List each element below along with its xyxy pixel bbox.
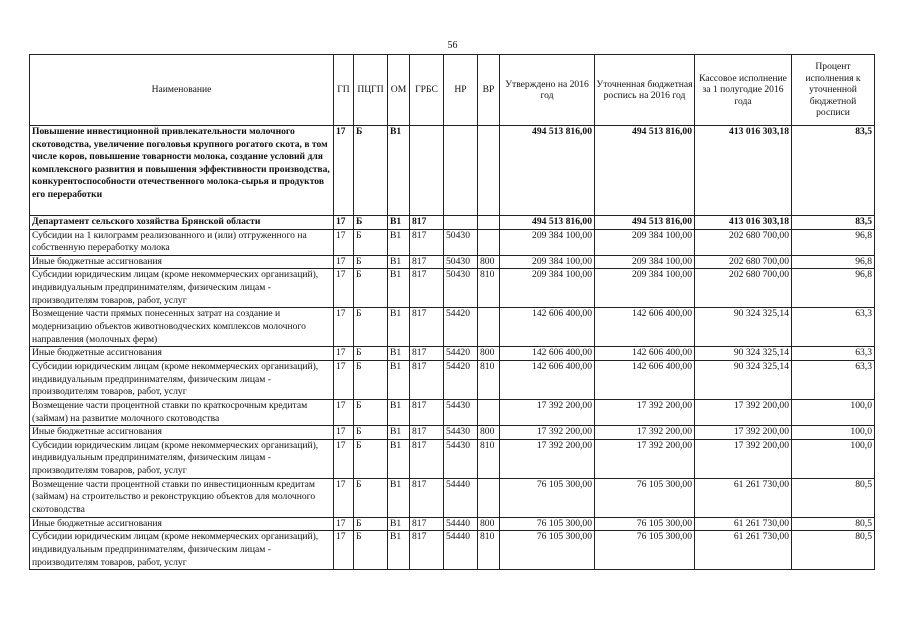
table-body xyxy=(30,126,875,570)
cell-vr: 800 xyxy=(478,255,500,269)
cell-gp: 17 xyxy=(334,229,354,255)
table-row xyxy=(30,426,875,440)
cell-nr: 50430 xyxy=(444,269,478,308)
table-row xyxy=(30,517,875,531)
cell-cash: 413 016 303,18 xyxy=(695,126,792,216)
cell-refined: 209 384 100,00 xyxy=(595,255,695,269)
cell-pcgp: Б xyxy=(354,308,388,347)
cell-percent: 83,5 xyxy=(792,216,875,230)
cell-percent: 96,8 xyxy=(792,229,875,255)
cell-gp: 17 xyxy=(334,399,354,425)
cell-grbs xyxy=(410,126,444,216)
cell-percent: 83,5 xyxy=(792,126,875,216)
cell-cash: 61 261 730,00 xyxy=(695,478,792,517)
cell-cash: 202 680 700,00 xyxy=(695,269,792,308)
column-header-name: Наименование xyxy=(30,55,334,126)
cell-approved: 17 392 200,00 xyxy=(500,439,595,478)
cell-refined: 76 105 300,00 xyxy=(595,517,695,531)
cell-vr: 800 xyxy=(478,426,500,440)
cell-name: Субсидии юридическим лицам (кроме некоммерческих организаций), индивидуальным предпринимателям, физическим лицам - производителям товаров, работ, услуг xyxy=(30,439,334,478)
column-header-percent: Процент исполнения к уточненной бюджетной росписи xyxy=(792,55,875,126)
column-header-grbs: ГРБС xyxy=(410,55,444,126)
cell-gp: 17 xyxy=(334,126,354,216)
cell-nr: 54440 xyxy=(444,478,478,517)
cell-cash: 61 261 730,00 xyxy=(695,531,792,570)
cell-vr: 800 xyxy=(478,347,500,361)
cell-refined: 142 606 400,00 xyxy=(595,360,695,399)
column-header-vr: ВР xyxy=(478,55,500,126)
cell-grbs: 817 xyxy=(410,360,444,399)
cell-refined: 76 105 300,00 xyxy=(595,531,695,570)
cell-gp: 17 xyxy=(334,360,354,399)
cell-approved: 494 513 816,00 xyxy=(500,216,595,230)
table-row xyxy=(30,229,875,255)
cell-name: Возмещение части прямых понесенных затрат на создание и модернизацию объектов животноводческих комплексов молочного направления (молочных ферм) xyxy=(30,308,334,347)
cell-gp: 17 xyxy=(334,478,354,517)
cell-percent: 96,8 xyxy=(792,269,875,308)
cell-pcgp: Б xyxy=(354,360,388,399)
cell-vr xyxy=(478,216,500,230)
cell-gp: 17 xyxy=(334,531,354,570)
cell-gp: 17 xyxy=(334,255,354,269)
cell-pcgp: Б xyxy=(354,531,388,570)
column-header-om: ОМ xyxy=(388,55,410,126)
cell-approved: 209 384 100,00 xyxy=(500,269,595,308)
column-header-approved: Утверждено на 2016 год xyxy=(500,55,595,126)
page-number: 56 xyxy=(447,40,458,51)
cell-grbs: 817 xyxy=(410,216,444,230)
cell-pcgp: Б xyxy=(354,439,388,478)
cell-grbs: 817 xyxy=(410,229,444,255)
cell-gp: 17 xyxy=(334,308,354,347)
cell-approved: 76 105 300,00 xyxy=(500,531,595,570)
cell-pcgp: Б xyxy=(354,517,388,531)
cell-pcgp: Б xyxy=(354,229,388,255)
cell-nr: 50430 xyxy=(444,229,478,255)
cell-refined: 17 392 200,00 xyxy=(595,426,695,440)
cell-refined: 494 513 816,00 xyxy=(595,216,695,230)
cell-approved: 142 606 400,00 xyxy=(500,360,595,399)
cell-pcgp: Б xyxy=(354,126,388,216)
cell-vr: 810 xyxy=(478,531,500,570)
cell-percent: 100,0 xyxy=(792,439,875,478)
cell-cash: 202 680 700,00 xyxy=(695,255,792,269)
table-row xyxy=(30,269,875,308)
cell-pcgp: Б xyxy=(354,269,388,308)
cell-percent: 63,3 xyxy=(792,347,875,361)
cell-pcgp: Б xyxy=(354,426,388,440)
cell-cash: 202 680 700,00 xyxy=(695,229,792,255)
cell-refined: 494 513 816,00 xyxy=(595,126,695,216)
cell-name: Субсидии юридическим лицам (кроме некоммерческих организаций), индивидуальным предпринимателям, физическим лицам - производителям товаров, работ, услуг xyxy=(30,531,334,570)
cell-pcgp: Б xyxy=(354,255,388,269)
table-row xyxy=(30,439,875,478)
cell-nr: 54430 xyxy=(444,426,478,440)
column-header-gp: ГП xyxy=(334,55,354,126)
table-row xyxy=(30,255,875,269)
cell-approved: 209 384 100,00 xyxy=(500,229,595,255)
cell-refined: 209 384 100,00 xyxy=(595,229,695,255)
table-header-row xyxy=(30,55,875,126)
cell-approved: 17 392 200,00 xyxy=(500,426,595,440)
cell-nr: 54420 xyxy=(444,308,478,347)
table-row xyxy=(30,531,875,570)
cell-nr: 50430 xyxy=(444,255,478,269)
cell-percent: 80,5 xyxy=(792,478,875,517)
cell-vr xyxy=(478,229,500,255)
cell-refined: 76 105 300,00 xyxy=(595,478,695,517)
cell-percent: 100,0 xyxy=(792,426,875,440)
cell-name: Возмещение части процентной ставки по инвестиционным кредитам (займам) на строительство и реконструкцию объектов для молочного скотоводства xyxy=(30,478,334,517)
cell-om: В1 xyxy=(388,426,410,440)
cell-name: Департамент сельского хозяйства Брянской области xyxy=(30,216,334,230)
cell-om: В1 xyxy=(388,255,410,269)
cell-cash: 17 392 200,00 xyxy=(695,439,792,478)
table-row xyxy=(30,360,875,399)
cell-nr: 54420 xyxy=(444,360,478,399)
cell-vr xyxy=(478,126,500,216)
cell-name: Субсидии на 1 килограмм реализованного и (или) отгруженного на собственную переработку молока xyxy=(30,229,334,255)
cell-om: В1 xyxy=(388,347,410,361)
cell-name: Субсидии юридическим лицам (кроме некоммерческих организаций), индивидуальным предпринимателям, физическим лицам - производителям товаров, работ, услуг xyxy=(30,269,334,308)
cell-cash: 413 016 303,18 xyxy=(695,216,792,230)
cell-grbs: 817 xyxy=(410,255,444,269)
cell-vr xyxy=(478,308,500,347)
column-header-refined: Уточненная бюджетная роспись на 2016 год xyxy=(595,55,695,126)
cell-vr xyxy=(478,399,500,425)
cell-om: В1 xyxy=(388,439,410,478)
cell-name: Иные бюджетные ассигнования xyxy=(30,347,334,361)
cell-om: В1 xyxy=(388,308,410,347)
cell-gp: 17 xyxy=(334,347,354,361)
cell-grbs: 817 xyxy=(410,531,444,570)
cell-gp: 17 xyxy=(334,216,354,230)
cell-grbs: 817 xyxy=(410,426,444,440)
cell-nr: 54430 xyxy=(444,439,478,478)
cell-approved: 494 513 816,00 xyxy=(500,126,595,216)
cell-gp: 17 xyxy=(334,517,354,531)
cell-grbs: 817 xyxy=(410,347,444,361)
cell-percent: 96,8 xyxy=(792,255,875,269)
cell-vr: 810 xyxy=(478,439,500,478)
table-row xyxy=(30,216,875,230)
cell-approved: 142 606 400,00 xyxy=(500,308,595,347)
cell-approved: 17 392 200,00 xyxy=(500,399,595,425)
cell-om: В1 xyxy=(388,269,410,308)
cell-pcgp: Б xyxy=(354,216,388,230)
cell-approved: 76 105 300,00 xyxy=(500,478,595,517)
column-header-pcgp: ПЦГП xyxy=(354,55,388,126)
cell-cash: 90 324 325,14 xyxy=(695,360,792,399)
cell-nr: 54440 xyxy=(444,531,478,570)
cell-grbs: 817 xyxy=(410,439,444,478)
table-row xyxy=(30,347,875,361)
cell-cash: 17 392 200,00 xyxy=(695,399,792,425)
cell-percent: 63,3 xyxy=(792,308,875,347)
cell-refined: 142 606 400,00 xyxy=(595,347,695,361)
table-row xyxy=(30,126,875,216)
cell-cash: 61 261 730,00 xyxy=(695,517,792,531)
cell-om: В1 xyxy=(388,360,410,399)
table-row xyxy=(30,399,875,425)
cell-pcgp: Б xyxy=(354,347,388,361)
cell-nr: 54440 xyxy=(444,517,478,531)
cell-vr: 810 xyxy=(478,269,500,308)
cell-grbs: 817 xyxy=(410,308,444,347)
cell-name: Субсидии юридическим лицам (кроме некоммерческих организаций), индивидуальным предпринимателям, физическим лицам - производителям товаров, работ, услуг xyxy=(30,360,334,399)
cell-name: Повышение инвестиционной привлекательности молочного скотоводства, увеличение поголовья крупного рогатого скота, в том числе коров, повышение товарности молока, создание условий для комплексного развития и повышения эффективности производства, конкурентоспособности отечественного молока-сырья и продуктов его переработки xyxy=(30,126,334,216)
cell-refined: 142 606 400,00 xyxy=(595,308,695,347)
table-row xyxy=(30,478,875,517)
cell-gp: 17 xyxy=(334,269,354,308)
cell-nr: 54430 xyxy=(444,399,478,425)
cell-name: Иные бюджетные ассигнования xyxy=(30,426,334,440)
cell-nr xyxy=(444,216,478,230)
budget-table xyxy=(29,54,875,570)
cell-om: В1 xyxy=(388,126,410,216)
cell-vr: 810 xyxy=(478,360,500,399)
cell-om: В1 xyxy=(388,517,410,531)
cell-percent: 63,3 xyxy=(792,360,875,399)
cell-refined: 17 392 200,00 xyxy=(595,399,695,425)
cell-percent: 80,5 xyxy=(792,517,875,531)
cell-om: В1 xyxy=(388,478,410,517)
cell-pcgp: Б xyxy=(354,399,388,425)
cell-om: В1 xyxy=(388,229,410,255)
cell-pcgp: Б xyxy=(354,478,388,517)
cell-approved: 209 384 100,00 xyxy=(500,255,595,269)
table-row xyxy=(30,308,875,347)
cell-approved: 76 105 300,00 xyxy=(500,517,595,531)
cell-grbs: 817 xyxy=(410,517,444,531)
cell-percent: 100,0 xyxy=(792,399,875,425)
cell-grbs: 817 xyxy=(410,478,444,517)
cell-cash: 90 324 325,14 xyxy=(695,308,792,347)
cell-nr: 54420 xyxy=(444,347,478,361)
cell-gp: 17 xyxy=(334,426,354,440)
cell-vr xyxy=(478,478,500,517)
cell-om: В1 xyxy=(388,216,410,230)
cell-name: Иные бюджетные ассигнования xyxy=(30,255,334,269)
cell-refined: 17 392 200,00 xyxy=(595,439,695,478)
cell-name: Иные бюджетные ассигнования xyxy=(30,517,334,531)
cell-grbs: 817 xyxy=(410,269,444,308)
cell-om: В1 xyxy=(388,399,410,425)
cell-name: Возмещение части процентной ставки по краткосрочным кредитам (займам) на развитие молочного скотоводства xyxy=(30,399,334,425)
cell-cash: 90 324 325,14 xyxy=(695,347,792,361)
cell-approved: 142 606 400,00 xyxy=(500,347,595,361)
cell-om: В1 xyxy=(388,531,410,570)
cell-percent: 80,5 xyxy=(792,531,875,570)
cell-grbs: 817 xyxy=(410,399,444,425)
cell-refined: 209 384 100,00 xyxy=(595,269,695,308)
cell-cash: 17 392 200,00 xyxy=(695,426,792,440)
cell-gp: 17 xyxy=(334,439,354,478)
cell-nr xyxy=(444,126,478,216)
column-header-cash: Кассовое исполнение за 1 полугодие 2016 года xyxy=(695,55,792,126)
cell-vr: 800 xyxy=(478,517,500,531)
column-header-nr: НР xyxy=(444,55,478,126)
